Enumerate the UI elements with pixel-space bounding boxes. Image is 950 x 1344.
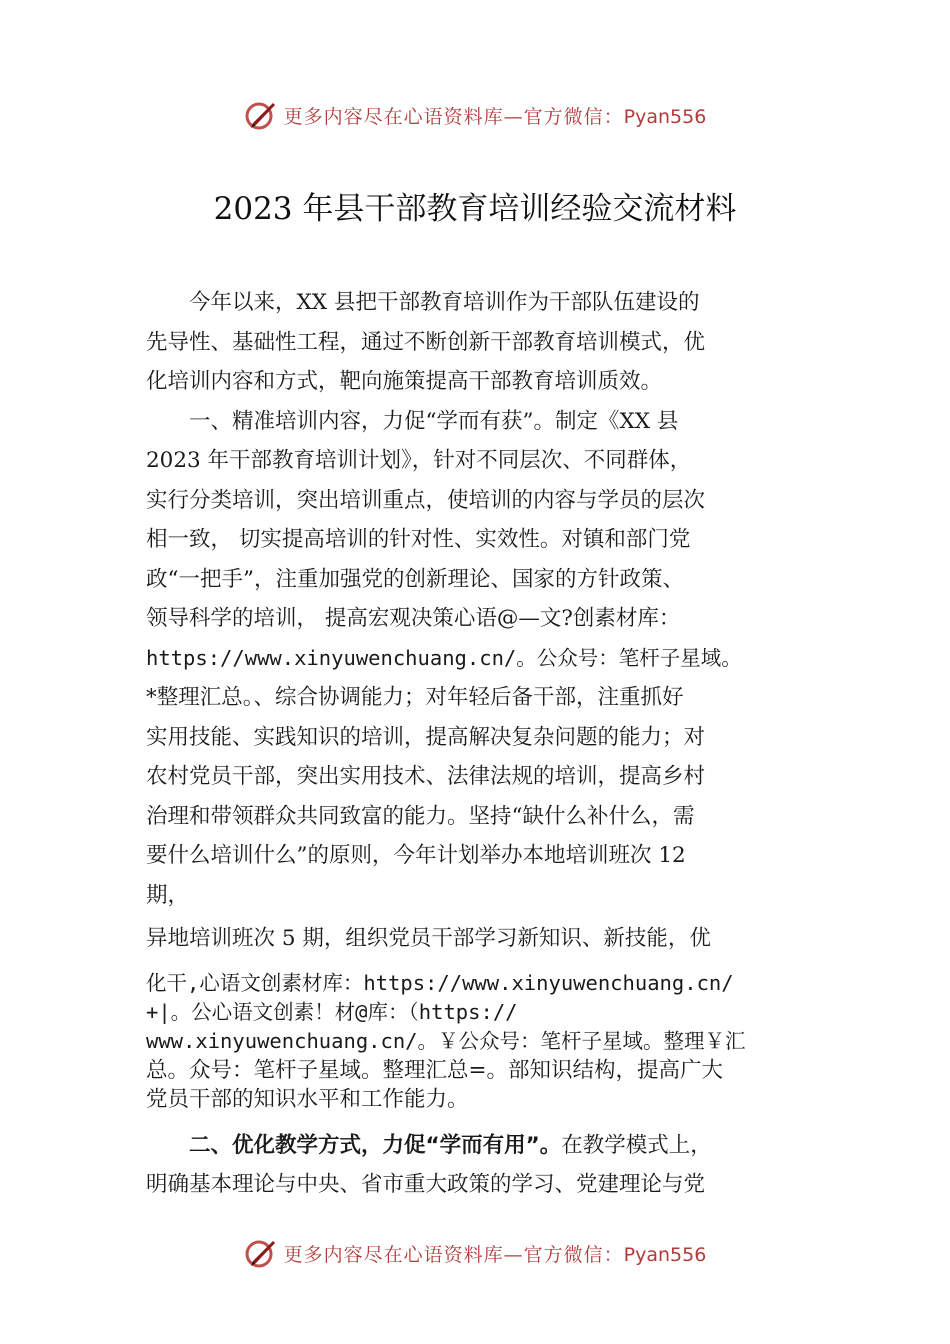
body-line: 政“一把手”，注重加强党的创新理论、国家的方针政策、 [146,566,684,592]
body-line: 治理和带领群众共同致富的能力。坚持“缺什么补什么，需 [146,803,695,829]
body-line: 实用技能、实践知识的培训，提高解决复杂问题的能力；对 [146,724,706,750]
section-heading: 二、优化教学方式，力促“学而有用”。 [189,1132,562,1158]
body-line-heading: 二、优化教学方式，力促“学而有用”。在教学模式上， [189,1132,712,1158]
body-line: 先导性、基础性工程，通过不断创新干部教育培训模式，优 [146,329,706,355]
body-line: 明确基本理论与中央、省市重大政策的学习、党建理论与党 [146,1172,706,1197]
body-line: 期， [146,882,190,908]
pen-logo-icon [244,1236,278,1270]
body-line: 化培训内容和方式，靶向施策提高干部教育培训质效。 [146,369,663,394]
body-line: 相一致， 切实提高培训的针对性、实效性。对镇和部门党 [146,527,691,552]
body-line: 农村党员干部，突出实用技术、法律法规的培训，提高乡村 [146,764,706,789]
body-line: www.xinyuwenchuang.cn/。￥公众号：笔杆子星域。整理￥汇 [146,1028,746,1053]
footer-watermark [0,1233,950,1273]
header-watermark [0,95,950,135]
body-line: 实行分类培训，突出培训重点，使培训的内容与学员的层次 [146,487,706,513]
body-line: +|。公心语文创素！材@库：（https:// [146,999,518,1024]
body-line: 党员干部的知识水平和工作能力。 [146,1086,469,1112]
body-line: 要什么培训什么”的原则，今年计划举办本地培训班次 12 [146,843,686,868]
body-line: 化干,心语文创素材库：https://www.xinyuwenchuang.cn/ [146,970,734,995]
body-line: https://www.xinyuwenchuang.cn/。公众号：笔杆子星域。 [146,645,742,670]
body-line: 今年以来，XX 县把干部教育培训作为干部队伍建设的 [189,290,700,315]
body-line: 一、精准培训内容，力促“学而有获”。制定《XX 县 [189,408,679,434]
pen-logo-icon [244,98,278,132]
document-title: 2023 年县干部教育培训经验交流材料 [213,191,737,227]
watermark-text: 更多内容尽在心语资料库—官方微信：Pyan556 [283,1243,707,1266]
watermark-text: 更多内容尽在心语资料库—官方微信：Pyan556 [283,105,707,128]
document-body [146,283,806,1205]
body-line: 总。众号：笔杆子星域。整理汇总=。部知识结构，提高广大 [146,1057,724,1083]
body-line: 领导科学的培训， 提高宏观决策心语@—文?创素材库： [146,606,681,631]
body-line: 异地培训班次 5 期，组织党员干部学习新知识、新技能，优 [146,926,711,951]
body-line: *整理汇总。、综合协调能力；对年轻后备干部，注重抓好 [146,685,684,710]
body-line: 2023 年干部教育培训计划》，针对不同层次、不同群体， [146,448,692,473]
